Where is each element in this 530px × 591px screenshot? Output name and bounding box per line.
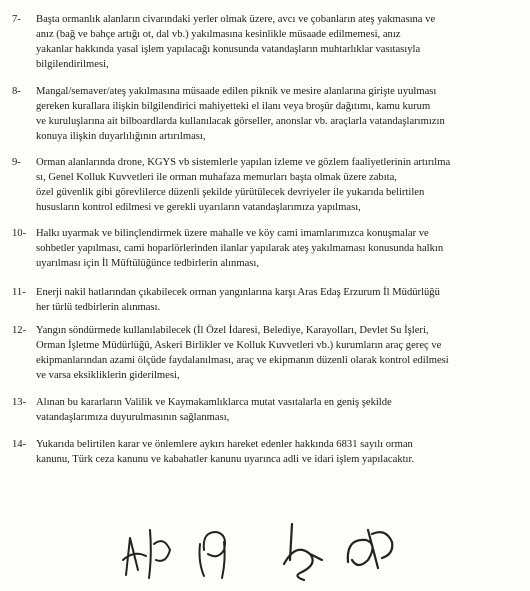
item-text: [36, 395, 522, 425]
item-line: ve kuruluşlarına ait bilboardlarda kullanılacak görseller, anonslar vb. araçlarla vatandaşlarımızın: [36, 116, 445, 127]
item-line: gereken kurallara ilişkin bilgilendirici mahiyetteki el ilanı veya broşür dağıtımı, kamu kurum: [36, 101, 431, 112]
signature-2: [196, 520, 242, 582]
list-item-8: [12, 84, 522, 144]
item-line: Orman İşletme Müdürlüğü, Askeri Birlikler ve Kolluk Kuvvetleri vb.) kurumların araç gereç ve: [36, 340, 442, 351]
item-line: uyarılması için İl Müftülüğünce tedbirlerin alınması,: [36, 258, 260, 269]
item-line: Mangal/semaver/ateş yakılmasına müsaade edilen piknik ve mesire alanlarına girişte uyulması: [36, 86, 437, 97]
item-line: bilgilendirilmesi,: [36, 59, 109, 70]
item-number: 8-: [12, 86, 21, 97]
item-line: özel güvenlik gibi görevlilerce düzenli şekilde yürütülecek devriyeler ile yukarıda belirtilen: [36, 187, 425, 198]
item-line: Halkı uyarmak ve bilinçlendirmek üzere mahalle ve köy cami imamlarımızca konuşmalar ve: [36, 228, 429, 239]
item-line: ekipmanlarından azami ölçüde faydalanılması, araç ve ekipmanın düzenli olarak kontrol edilmesi: [36, 355, 449, 366]
item-text: [36, 285, 522, 315]
item-line: sohbetler yapılması, cami hoparlörlerinden ilanlar yapılarak ateş yakılmaması konusunda halkın: [36, 243, 444, 254]
list-item-7: [12, 12, 522, 72]
item-number: 12-: [12, 325, 27, 336]
item-line: yakanlar hakkında yasal işlem yapılacağı konusunda vatandaşların muhtarlıklar vasıtasıyla: [36, 44, 421, 55]
item-line: Enerji nakil hatlarından çıkabilecek orman yangınlarına karşı Aras Edaş Erzurum İl Müdürlüğü: [36, 287, 440, 298]
item-line: sı, Genel Kolluk Kuvvetleri ile orman muhafaza memurları başta olmak üzere zabıta,: [36, 172, 397, 183]
item-line: kanunu, Türk ceza kanunu ve kabahatler kanunu uyarınca adli ve idari işlem yapılacaktır.: [36, 454, 415, 465]
item-line: Alınan bu kararların Valilik ve Kaymakamlıklarca mutat vasıtalarla en geniş şekilde: [36, 397, 392, 408]
item-line: hususların kontrol edilmesi ve gerekli uyarıların vatandaşlarımıza yapılması,: [36, 202, 361, 213]
list-item-9: [12, 155, 522, 215]
signature-3: [280, 520, 330, 584]
item-text: [36, 155, 522, 215]
signature-4: [342, 520, 398, 576]
item-number: 14-: [12, 439, 27, 450]
item-number: 7-: [12, 14, 21, 25]
list-item-12: [12, 323, 522, 383]
list-item-14: [12, 437, 522, 467]
item-line: her türlü tedbirlerin alınması.: [36, 302, 161, 313]
item-text: [36, 84, 522, 144]
list-item-10: [12, 226, 522, 271]
item-line: Başta ormanlık alanların civarındaki yerler olmak üzere, avcı ve çobanların ateş yakmasına ve: [36, 14, 436, 25]
item-number: 11-: [12, 287, 26, 298]
item-number: 10-: [12, 228, 27, 239]
item-number: 13-: [12, 397, 27, 408]
list-item-13: [12, 395, 522, 425]
item-line: anız (bağ ve bahçe artığı ot, dal vb.) yakılmasına kesinlikle müsaade edilmemesi, anız: [36, 29, 401, 40]
item-text: [36, 437, 522, 467]
item-text: [36, 323, 522, 383]
list-item-11: [12, 285, 522, 315]
item-text: [36, 226, 522, 271]
item-text: [36, 12, 522, 72]
item-number: 9-: [12, 157, 21, 168]
item-line: Orman alanlarında drone, KGYS vb sistemlerle yapılan izleme ve gözlem faaliyetlerinin artırılma: [36, 157, 451, 168]
item-line: Yukarıda belirtilen karar ve önlemlere aykırı hareket edenler hakkında 6831 sayılı orman: [36, 439, 413, 450]
signature-1: [120, 520, 176, 582]
item-line: konuya ilişkin duyarlılığının artırılması,: [36, 131, 206, 142]
item-line: vatandaşlarımıza duyurulmasının sağlanması,: [36, 412, 230, 423]
item-line: Yangın söndürmede kullanılabilecek (İl Özel İdaresi, Belediye, Karayolları, Devlet Su İşleri,: [36, 325, 429, 336]
item-line: ve varsa eksikliklerin giderilmesi,: [36, 370, 180, 381]
